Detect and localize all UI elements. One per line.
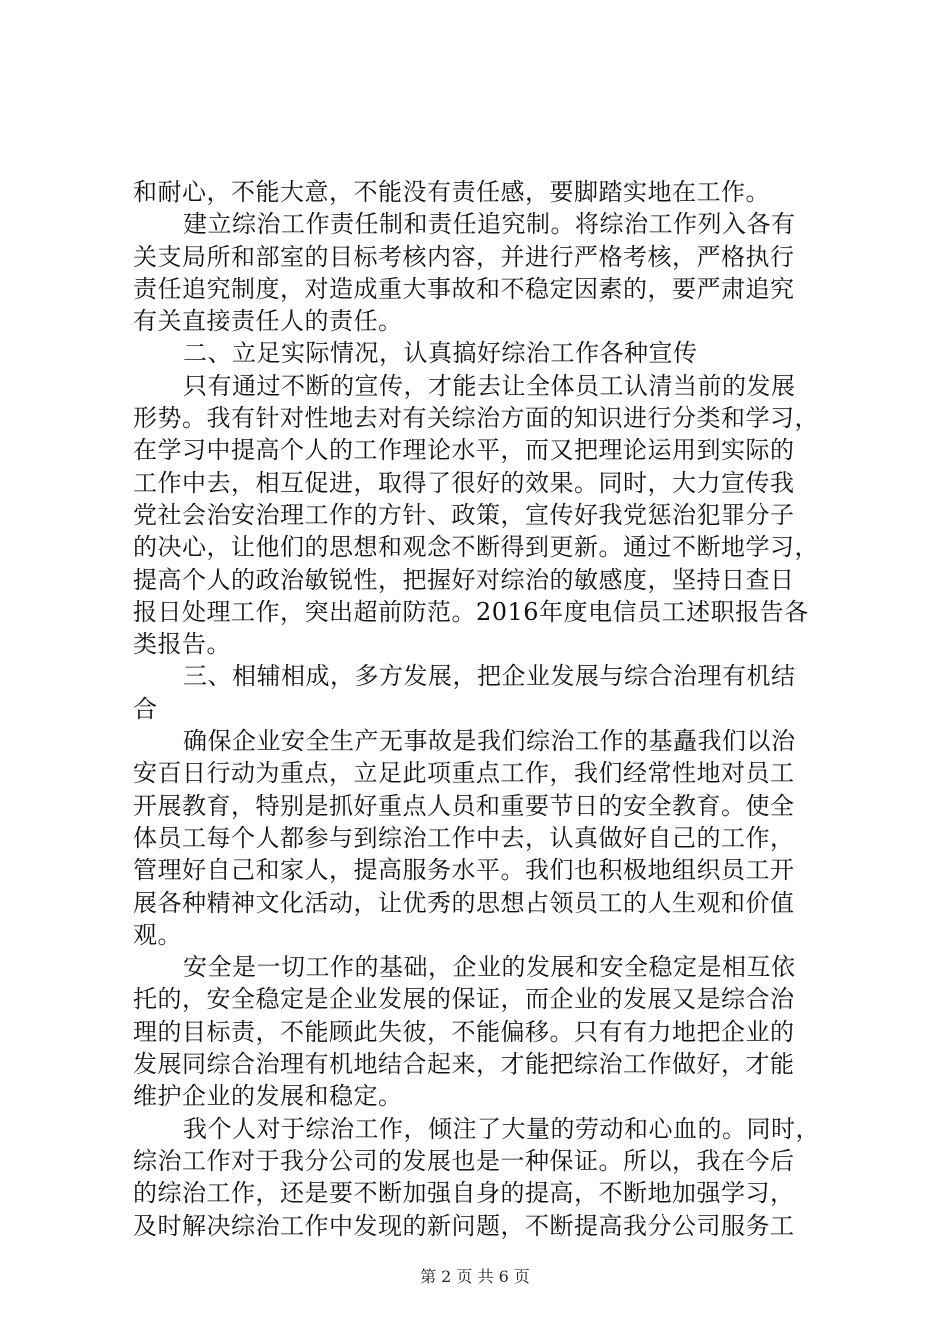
text-line: 维护企业的发展和稳定。: [133, 1082, 403, 1111]
text-line: 的决心，让他们的思想和观念不断得到更新。通过不断地学习，: [133, 533, 819, 562]
text-line: 展各种精神文化活动，让优秀的思想占领员工的人生观和价值: [133, 888, 795, 917]
section-heading-2: 二、立足实际情况，认真搞好综治工作各种宣传: [183, 339, 698, 368]
text-line: 关支局所和部室的目标考核内容，并进行严格考核，严格执行: [133, 242, 795, 271]
text-line: 在学习中提高个人的工作理论水平，而又把理论运用到实际的: [133, 436, 795, 465]
paragraph-start-line: 我个人对于综治工作，倾注了大量的劳动和心血的。同时，: [183, 1114, 820, 1143]
text-line: 及时解决综治工作中发现的新问题，不断提高我分公司服务工: [133, 1211, 795, 1240]
text-line: 提高个人的政治敏锐性，把握好对综治的敏感度，坚持日查日: [133, 565, 795, 594]
text-line: 理的目标责，不能顾此失彼，不能偏移。只有有力地把企业的: [133, 1017, 795, 1046]
text-line: 工作中去，相互促进，取得了很好的效果。同时，大力宣传我: [133, 468, 795, 497]
paragraph-start-line: 只有通过不断的宣传，才能去让全体员工认清当前的发展: [183, 371, 796, 400]
paragraph-start-line: 建立综治工作责任制和责任追究制。将综治工作列入各有: [183, 210, 796, 239]
text-line: 开展教育，特别是抓好重点人员和重要节日的安全教育。使全: [133, 791, 795, 820]
text-line: 党社会治安治理工作的方针、政策，宣传好我党惩治犯罪分子: [133, 500, 795, 529]
page-number-footer: 第 2 页 共 6 页: [420, 1267, 530, 1286]
paragraph-start-line: 安全是一切工作的基础，企业的发展和安全稳定是相互依: [183, 953, 796, 982]
text-line: 责任追究制度，对造成重大事故和不稳定因素的，要严肃追究: [133, 274, 795, 303]
text-line: 综治工作对于我分公司的发展也是一种保证。所以，我在今后: [133, 1146, 795, 1175]
text-line: 的综治工作，还是要不断加强自身的提高，不断地加强学习，: [133, 1179, 795, 1208]
text-line: 观。: [133, 920, 182, 949]
text-line: 发展同综合治理有机地结合起来，才能把综治工作做好，才能: [133, 1050, 795, 1079]
text-line: 形势。我有针对性地去对有关综治方面的知识进行分类和学习，: [133, 404, 819, 433]
section-heading-3: 三、相辅相成，多方发展，把企业发展与综合治理有机结: [183, 662, 796, 691]
text-line: 报日处理工作，突出超前防范。2016年度电信员工述职报告各: [133, 597, 809, 626]
text-line: 托的，安全稳定是企业发展的保证，而企业的发展又是综合治: [133, 985, 795, 1014]
text-line: 管理好自己和家人，提高服务水平。我们也积极地组织员工开: [133, 856, 795, 885]
section-heading-3-continued: 合: [133, 694, 158, 723]
text-line: 体员工每个人都参与到综治工作中去，认真做好自己的工作，: [133, 823, 795, 852]
body-text: [133, 176, 833, 1242]
text-line: 有关直接责任人的责任。: [133, 307, 403, 336]
text-line: 安百日行动为重点，立足此项重点工作，我们经常性地对员工: [133, 759, 795, 788]
paragraph-start-line: 确保企业安全生产无事故是我们综治工作的基矗我们以治: [183, 727, 796, 756]
text-line: 和耐心，不能大意，不能没有责任感，要脚踏实地在工作。: [133, 178, 770, 206]
text-line: 类报告。: [133, 630, 231, 659]
